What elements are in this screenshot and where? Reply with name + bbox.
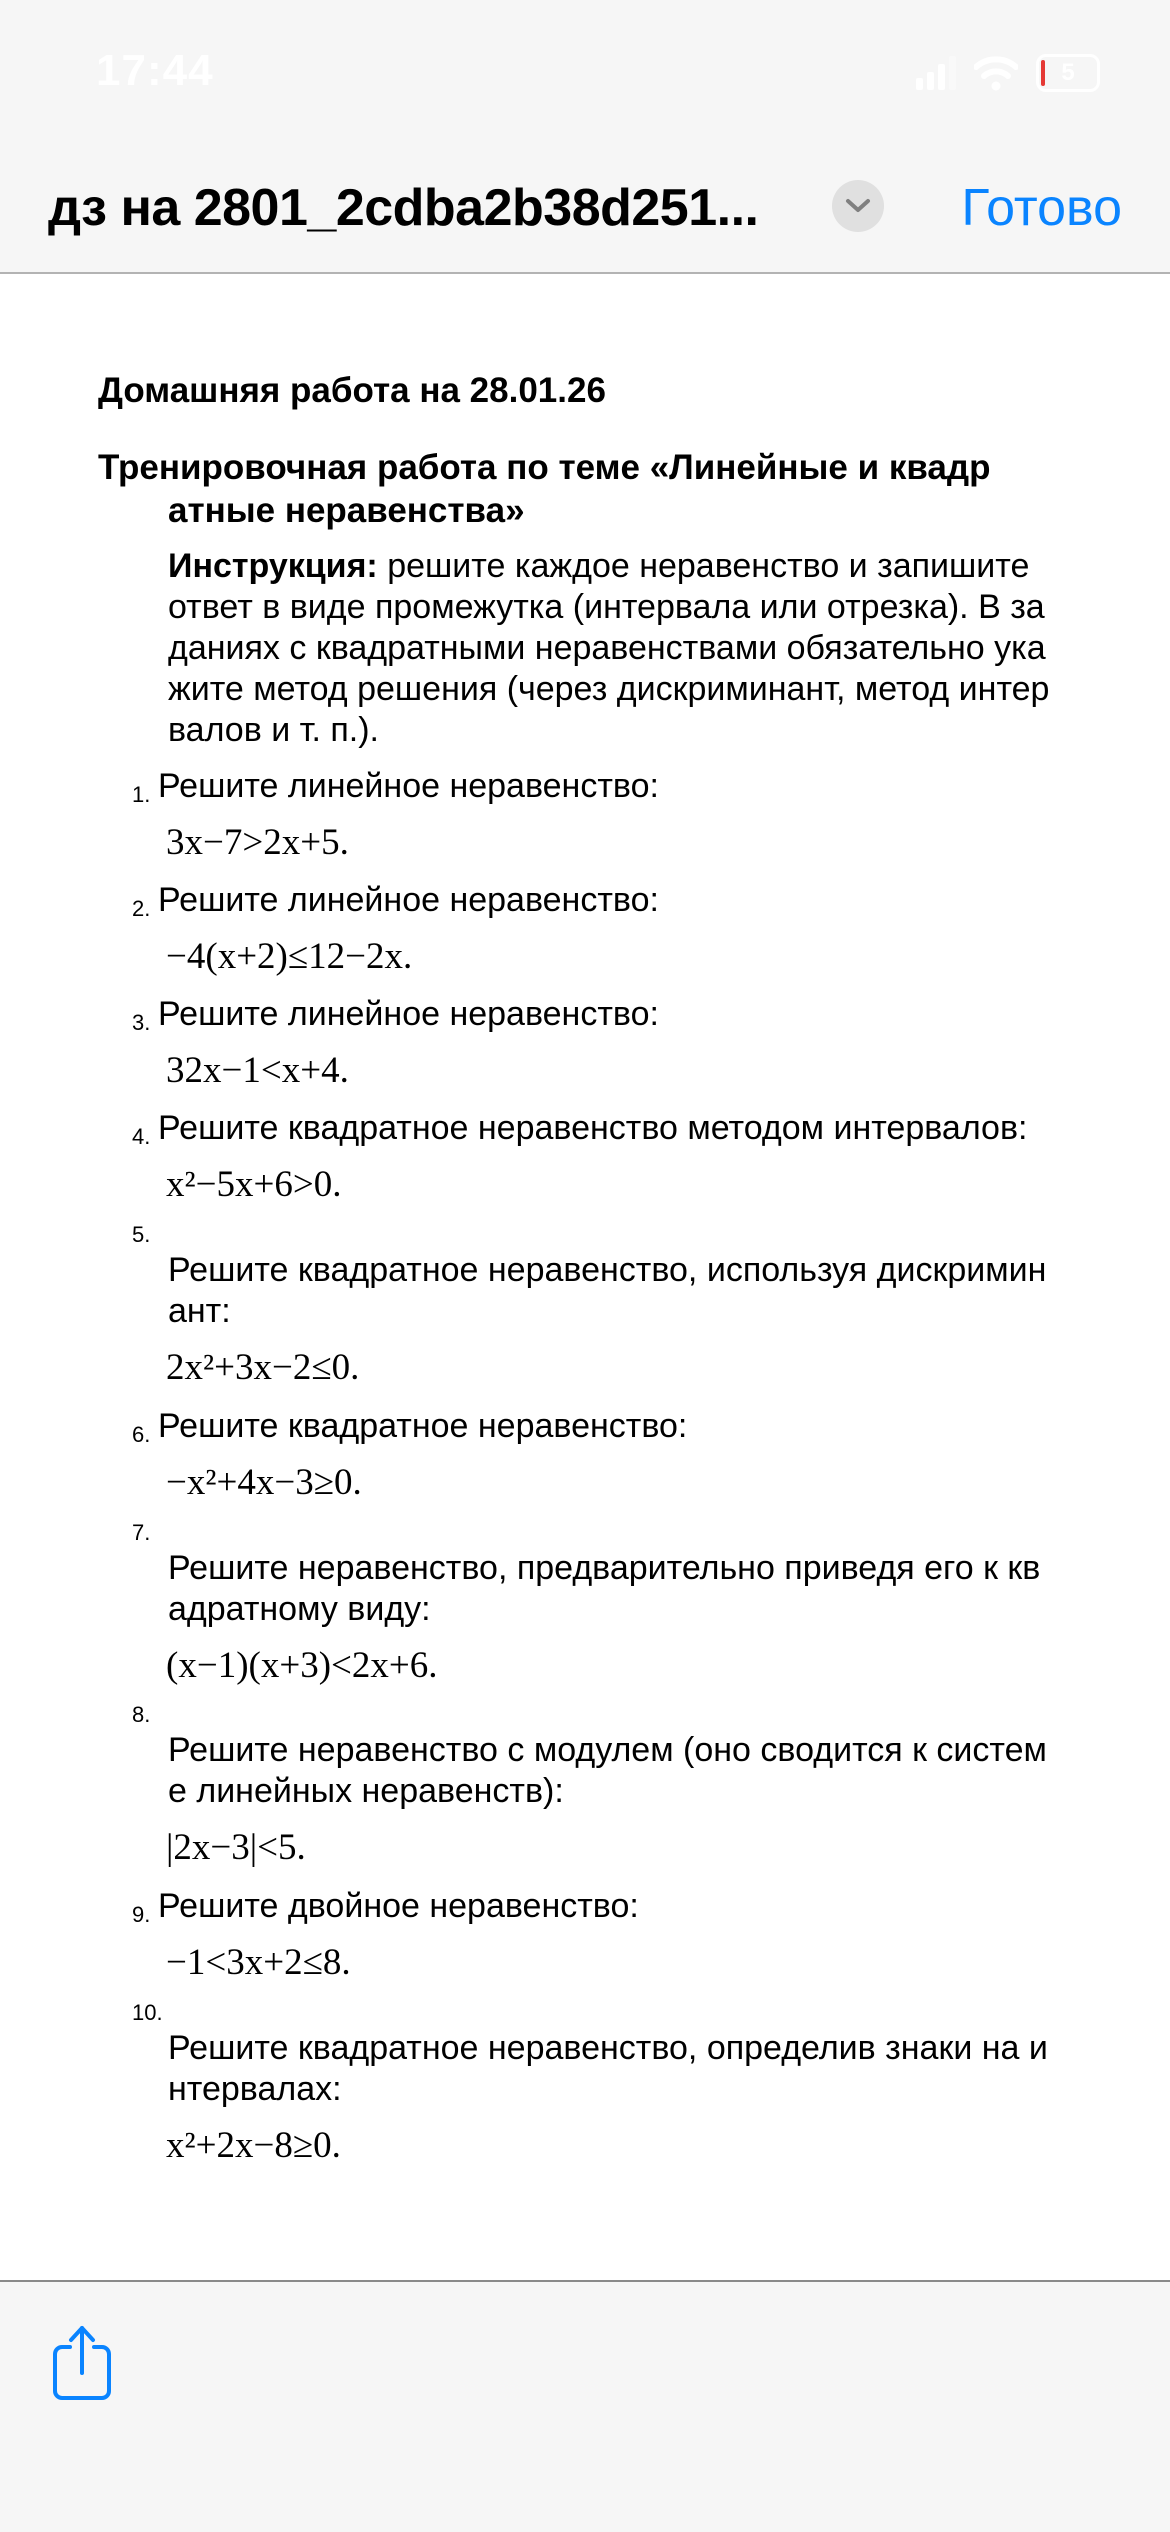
task-number: 3. <box>132 1010 151 1035</box>
task-number: 10. <box>132 2000 163 2025</box>
task-number: 2. <box>132 896 151 921</box>
task-text: Решите линейное неравенство: <box>158 995 659 1033</box>
task-formula: 32x−1<x+4. <box>166 1050 349 1091</box>
status-bar <box>0 0 1170 140</box>
task-text-line: Решите неравенство с модулем (оно сводится к систем <box>168 1731 1047 1769</box>
task-text <box>168 1730 1047 1812</box>
task-formula: 2x²+3x−2≤0. <box>166 1347 360 1388</box>
document-title[interactable]: дз на 2801_2cdba2b38d251... <box>48 179 759 237</box>
instruction-line: даниях с квадратными неравенствами обязательно ука <box>168 629 1046 667</box>
battery-level-indicator <box>1041 60 1045 86</box>
battery-icon <box>1036 54 1100 92</box>
battery-percent: 5 <box>1061 59 1075 86</box>
task-text-line: е линейных неравенств): <box>168 1772 564 1810</box>
task-text: Решите квадратное неравенство методом интервалов: <box>158 1109 1028 1147</box>
task-number: 6. <box>132 1422 151 1447</box>
wifi-icon <box>974 55 1018 91</box>
subtitle-line-2: атные неравенства» <box>168 491 525 530</box>
status-icons <box>916 54 1100 92</box>
task-text <box>168 1548 1040 1630</box>
task-number: 4. <box>132 1124 151 1149</box>
task-number: 8. <box>132 1702 151 1727</box>
instruction-line: решите каждое неравенство и запишите <box>377 547 1030 585</box>
task-formula: −1<3x+2≤8. <box>166 1942 351 1983</box>
title-menu-button[interactable] <box>832 180 884 232</box>
bottom-toolbar <box>0 2280 1170 2532</box>
chevron-down-icon <box>845 198 871 214</box>
task-text: Решите двойное неравенство: <box>158 1887 639 1925</box>
task-number: 9. <box>132 1902 151 1927</box>
share-icon <box>52 2325 112 2405</box>
task-text-line: нтервалах: <box>168 2070 342 2108</box>
instruction <box>168 546 1098 751</box>
task-text-line: Решите квадратное неравенство, определив знаки на и <box>168 2029 1048 2067</box>
task-formula: −x²+4x−3≥0. <box>166 1462 362 1503</box>
task-text <box>168 2028 1048 2110</box>
share-button[interactable] <box>52 2325 112 2405</box>
document-heading: Домашняя работа на 28.01.26 <box>98 371 606 410</box>
task-formula: |2x−3|<5. <box>166 1827 306 1868</box>
task-formula: (x−1)(x+3)<2x+6. <box>166 1645 438 1686</box>
task-formula: 3x−7>2x+5. <box>166 822 349 863</box>
task-number: 5. <box>132 1222 151 1247</box>
document-subtitle <box>98 446 1098 532</box>
task-formula: x²−5x+6>0. <box>166 1164 342 1205</box>
cellular-signal-icon <box>916 56 956 90</box>
task-text-line: ант: <box>168 1292 231 1330</box>
nav-bar <box>0 140 1170 274</box>
task-text-line: Решите квадратное неравенство, используя дискримин <box>168 1251 1047 1289</box>
instruction-line: ответ в виде промежутка (интервала или отрезка). В за <box>168 588 1045 626</box>
task-text <box>168 1250 1046 1332</box>
task-number: 7. <box>132 1520 151 1545</box>
task-formula: x²+2x−8≥0. <box>166 2125 341 2166</box>
task-text-line: адратному виду: <box>168 1590 431 1628</box>
instruction-label: Инструкция: <box>168 547 378 585</box>
task-text: Решите квадратное неравенство: <box>158 1407 688 1445</box>
instruction-line: валов и т. п.). <box>168 711 379 749</box>
document-content <box>0 276 1170 2238</box>
status-time: 17:44 <box>96 46 214 95</box>
task-text: Решите линейное неравенство: <box>158 767 659 805</box>
task-number: 1. <box>132 782 151 807</box>
instruction-line: жите метод решения (через дискриминант, метод интер <box>168 670 1050 708</box>
task-formula: −4(x+2)≤12−2x. <box>166 936 413 977</box>
subtitle-line-1: Тренировочная работа по теме «Линейные и квадр <box>98 448 991 487</box>
task-text-line: Решите неравенство, предварительно приведя его к кв <box>168 1549 1041 1587</box>
task-text: Решите линейное неравенство: <box>158 881 659 919</box>
done-button[interactable]: Готово <box>961 179 1122 237</box>
